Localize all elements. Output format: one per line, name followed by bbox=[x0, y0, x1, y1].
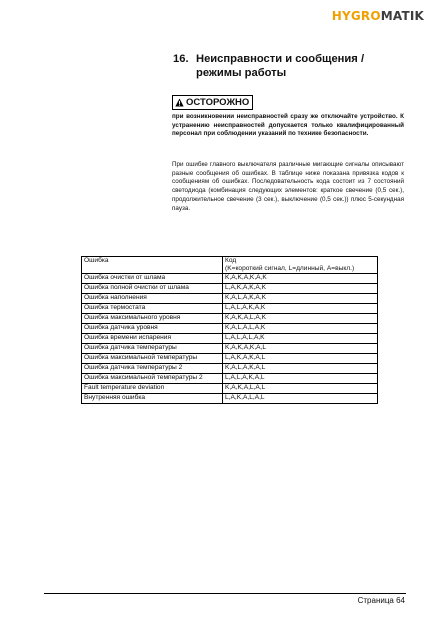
code-cell: K,A,K,A,K,A,K bbox=[223, 274, 378, 284]
table-row bbox=[82, 344, 378, 354]
error-cell: Ошибка термостата bbox=[82, 304, 223, 314]
error-cell: Ошибка датчика уровня bbox=[82, 324, 223, 334]
error-cell: Ошибка наполнения bbox=[82, 294, 223, 304]
table-row bbox=[82, 354, 378, 364]
section-number: 16. bbox=[173, 53, 189, 65]
header-code bbox=[223, 257, 378, 274]
error-cell: Ошибка максимальной температуры bbox=[82, 354, 223, 364]
error-cell: Внутренняя ошибка bbox=[82, 394, 223, 404]
error-cell: Ошибка датчика температуры 2 bbox=[82, 364, 223, 374]
error-cell: Ошибка времени испарения bbox=[82, 334, 223, 344]
table-row bbox=[82, 394, 378, 404]
code-cell: L,A,K,A,L,A,L bbox=[223, 394, 378, 404]
table-row bbox=[82, 284, 378, 294]
error-cell: Ошибка максимального уровня bbox=[82, 314, 223, 324]
code-cell: K,A,L,A,K,A,L bbox=[223, 364, 378, 374]
code-cell: L,A,K,A,K,A,L bbox=[223, 354, 378, 364]
hygromatik-logo: HYGROMATIK bbox=[331, 9, 424, 23]
error-code-table bbox=[81, 256, 378, 404]
table-row bbox=[82, 384, 378, 394]
error-cell: Ошибка датчика температуры bbox=[82, 344, 223, 354]
header-code-legend: (K=короткий сигнал, L=длинный, A=выкл.) bbox=[225, 265, 355, 273]
description-paragraph: При ошибке главного выключателя различные мигающие сигналы описывают разные сообщения об ошибках. В таблице ниже показана привязка кодов к сообщениям об ошибках. Последовательность кода состоит из 7 состояний светодиода (комбинация следующих элементов: краткое свечение (0,5 сек.), продолжительное свечение (3 сек.), выключение (0,5 сек.)) плюс 5-секундная пауза. bbox=[172, 161, 404, 212]
page-number: Страница 64 bbox=[357, 596, 405, 605]
code-cell: L,A,K,A,K,A,K bbox=[223, 284, 378, 294]
table-row bbox=[82, 334, 378, 344]
error-cell: Ошибка максимальной температуры 2 bbox=[82, 374, 223, 384]
error-cell: Ошибка очистки от шлама bbox=[82, 274, 223, 284]
code-cell: K,A,L,A,K,A,K bbox=[223, 294, 378, 304]
table-row bbox=[82, 304, 378, 314]
header-error: Ошибка bbox=[82, 257, 223, 274]
table-row bbox=[82, 274, 378, 284]
table-row bbox=[82, 364, 378, 374]
warning-label-text: ОСТОРОЖНО bbox=[186, 97, 250, 108]
warning-triangle-icon bbox=[175, 98, 184, 107]
table-row bbox=[82, 294, 378, 304]
warning-text: при возникновении неисправностей сразу же отключайте устройство. К устранению неисправностей допускается только квалифицированный персонал при соблюдении указаний по технике безопасности. bbox=[172, 113, 404, 138]
code-cell: L,A,L,A,K,A,K bbox=[223, 304, 378, 314]
code-cell: L,A,L,A,L,A,K bbox=[223, 334, 378, 344]
footer-divider bbox=[44, 593, 406, 594]
section-title: Неисправности и сообщения / режимы работы bbox=[196, 53, 365, 79]
header-code-title: Код bbox=[225, 257, 237, 264]
code-cell: L,A,L,A,K,A,L bbox=[223, 374, 378, 384]
table-row bbox=[82, 314, 378, 324]
table-row bbox=[82, 324, 378, 334]
table-row bbox=[82, 374, 378, 384]
error-cell: Fault temperature deviation bbox=[82, 384, 223, 394]
code-cell: K,A,L,A,L,A,K bbox=[223, 324, 378, 334]
table-header-row bbox=[82, 257, 378, 274]
warning-label bbox=[172, 95, 253, 110]
code-cell: K,A,K,A,L,A,L bbox=[223, 384, 378, 394]
error-cell: Ошибка полной очистки от шлама bbox=[82, 284, 223, 294]
code-cell: K,A,K,A,K,A,L bbox=[223, 344, 378, 354]
code-cell: K,A,K,A,L,A,K bbox=[223, 314, 378, 324]
